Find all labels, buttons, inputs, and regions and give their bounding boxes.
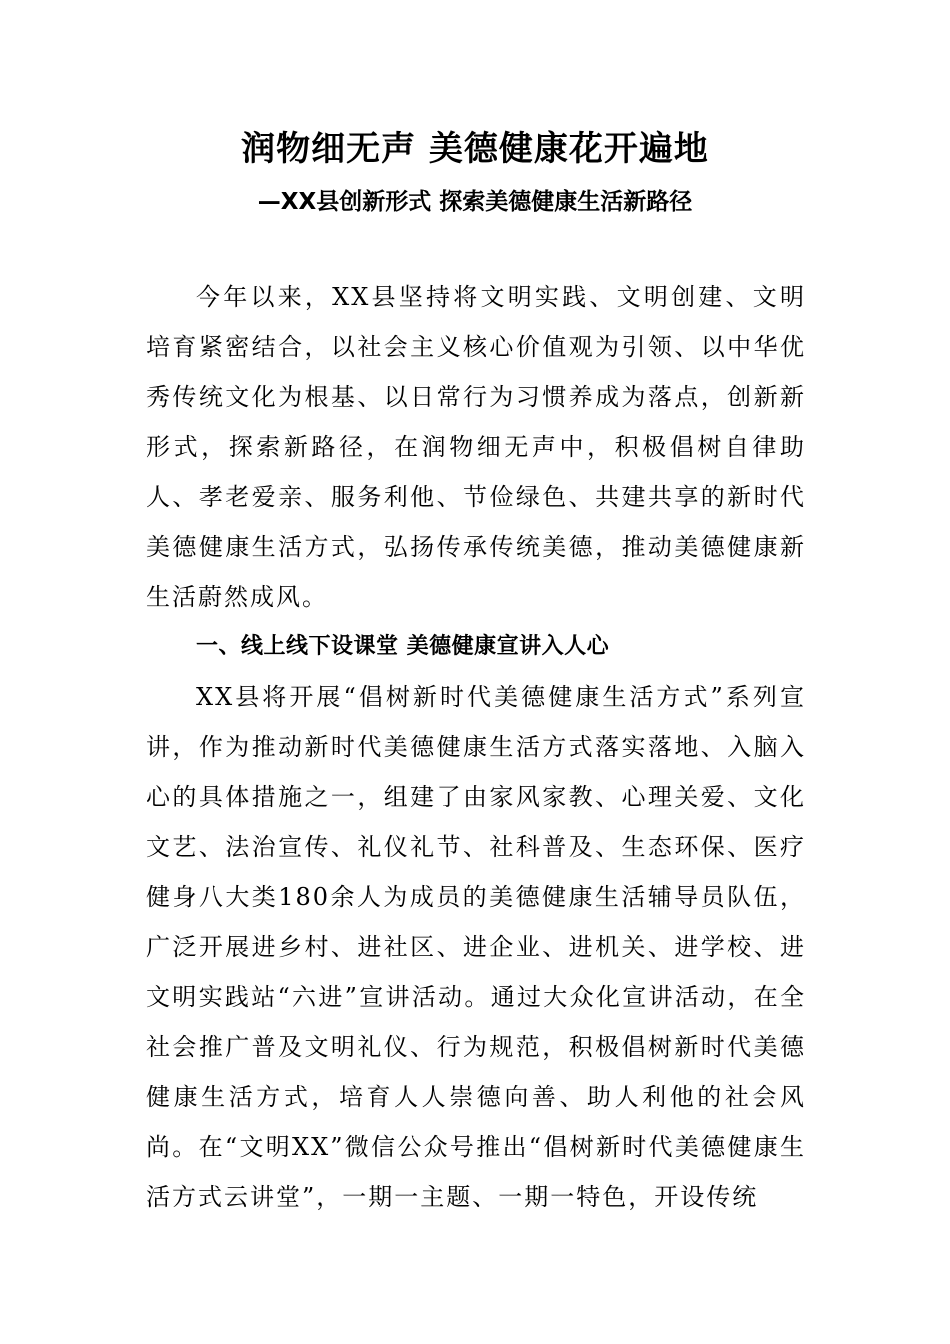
intro-paragraph: 今年以来，XX县坚持将文明实践、文明创建、文明培育紧密结合，以社会主义核心价值观为引领、以中华优秀传统文化为根基、以日常行为习惯养成为落点，创新新形式，探索新路径，在润物细无声中，积极倡树自律助人、孝老爱亲、服务利他、节俭绿色、共建共享的新时代美德健康生活方式，弘扬传承传统美德，推动美德健康新生活蔚然成风。 [146,283,806,611]
document-body [146,272,806,1222]
document-subtitle: —XX县创新形式 探索美德健康生活新路径 [257,189,693,215]
section-paragraph: XX县将开展“倡树新时代美德健康生活方式”系列宣讲，作为推动新时代美德健康生活方式落实落地、入脑入心的具体措施之一，组建了由家风家教、心理关爱、文化文艺、法治宣传、礼仪礼节、社科普及、生态环保、医疗健身八大类180余人为成员的美德健康生活辅导员队伍，广泛开展进乡村、进社区、进企业、进机关、进学校、进文明实践站“六进”宣讲活动。通过大众化宣讲活动，在全社会推广普及文明礼仪、行为规范，积极倡树新时代美德健康生活方式，培育人人崇德向善、助人利他的社会风尚。在“文明XX”微信公众号推出“倡树新时代美德健康生活方式云讲堂”，一期一主题、一期一特色，开设传统 [146,683,806,1211]
section-heading: 一、线上线下设课堂 美德健康宣讲入人心 [196,634,610,659]
document-title: 润物细无声 美德健康花开遍地 [241,129,709,169]
